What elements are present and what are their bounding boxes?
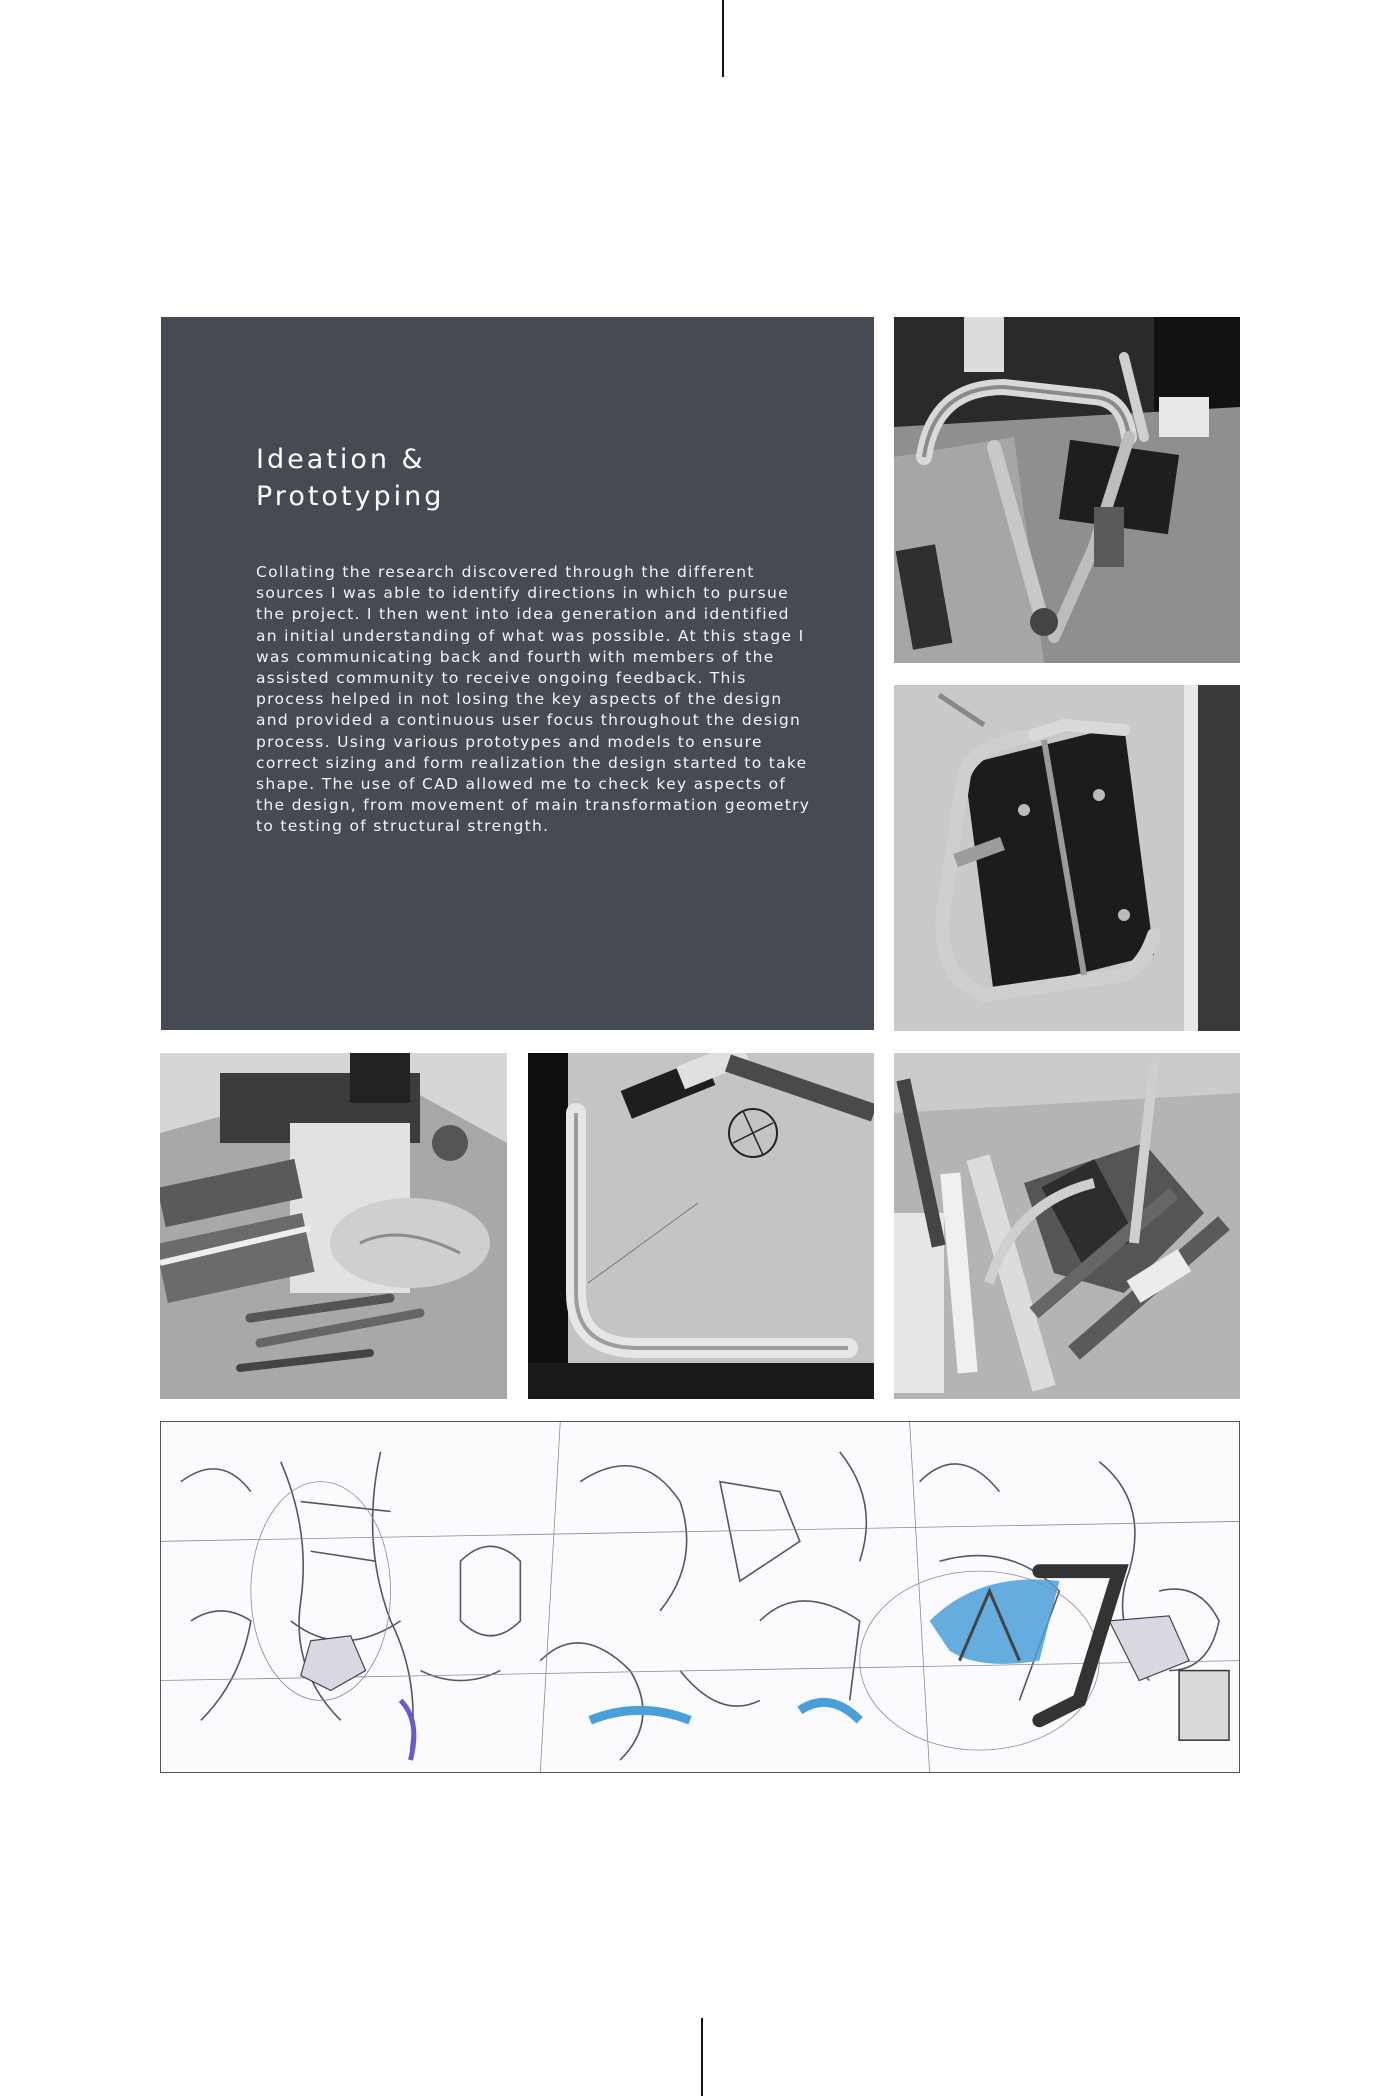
ideation-text-panel [161,317,874,1030]
crop-mark-bottom [701,2018,703,2096]
milling-machine-hand-photo [160,1053,507,1399]
mechanism-parts-layout-photo [894,1053,1240,1399]
tube-bend-knife-sketch-photo [528,1053,874,1399]
concept-sketches-strip [160,1421,1240,1773]
bent-tube-frame-panel-photo [894,685,1240,1031]
crop-mark-top [722,0,724,77]
prototype-frame-workshop-photo [894,317,1240,663]
section-title-line-2: Prototyping [256,481,445,512]
section-title-line-1: Ideation & [256,444,426,475]
section-title [256,441,756,515]
section-body-text: Collating the research discovered through the different sources I was able to identify directions in which to pursue the project. I then went into idea generation and identified an initial understanding of what was possible. At this stage I was communicating back and fourth with members of the assisted community to receive ongoing feedback. This process helped in not losing the key aspects of the design and provided a continuous user focus throughout the design process. Using various prototypes and models to ensure correct sizing and form realization the design started to take shape. The use of CAD allowed me to check key aspects of the design, from movement of main transformation geometry to testing of structural strength. [256,563,811,836]
